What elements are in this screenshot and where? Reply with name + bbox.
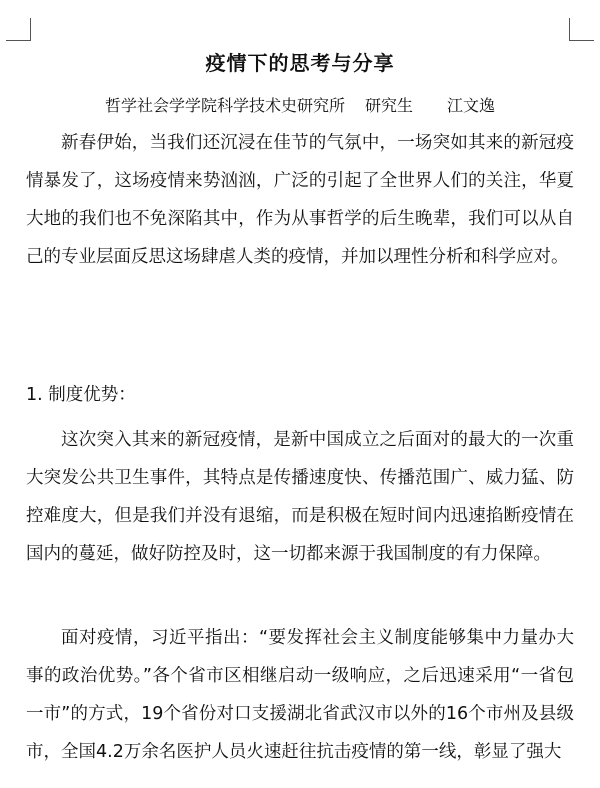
section-heading: 1. 制度优势： bbox=[26, 385, 136, 405]
author-affiliation: 哲学社会学学院科学技术史研究所 bbox=[104, 96, 345, 115]
section1-paragraph-2-block bbox=[26, 619, 574, 771]
byline bbox=[0, 93, 600, 116]
crop-mark-top-right bbox=[569, 18, 594, 41]
document-title: 疫情下的思考与分享 bbox=[205, 51, 395, 75]
intro-paragraph: 新春伊始，当我们还沉浸在佳节的气氛中，一场突如其来的新冠疫情暴发了，这场疫情来势汹汹，广泛的引起了全世界人们的关注，华夏大地的我们也不免深陷其中，作为从事哲学的后生晚辈，我们可以从自己的专业层面反思这场肆虐人类的疫情，并加以理性分析和科学应对。 bbox=[26, 133, 574, 267]
section1-paragraph-1: 这次突入其来的新冠疫情，是新中国成立之后面对的最大的一次重大突发公共卫生事件，其特点是传播速度快、传播范围广、威力猛、防控难度大，但是我们并没有退缩，而是积极在短时间内迅速掐断疫情在国内的蔓延，做好防控及时，这一切都来源于我国制度的有力保障。 bbox=[26, 430, 574, 564]
intro-paragraph-block bbox=[26, 124, 574, 276]
section1-paragraph-2: 面对疫情，习近平指出：“要发挥社会主义制度能够集中力量办大事的政治优势。”各个省市区相继启动一级响应，之后迅速采用“一省包一市”的方式，19个省份对口支援湖北省武汉市以外的16个市州及县级市，全国4.2万余名医护人员火速赶往抗击疫情的第一线，彰显了强大 bbox=[26, 628, 574, 762]
section1-paragraph-1-block bbox=[26, 421, 574, 573]
section-heading-block bbox=[26, 376, 574, 414]
author-role: 研究生 bbox=[364, 96, 413, 115]
author-name: 江文逸 bbox=[447, 96, 496, 115]
crop-mark-top-left bbox=[6, 18, 31, 41]
